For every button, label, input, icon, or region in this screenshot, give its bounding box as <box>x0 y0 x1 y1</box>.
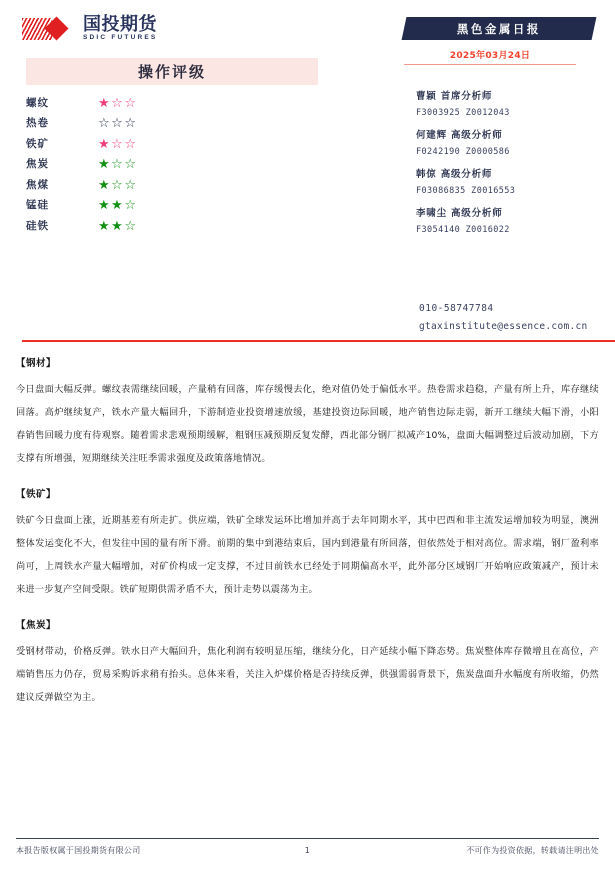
logo-wordmark <box>83 16 157 42</box>
rating-panel-title <box>26 58 318 85</box>
rating-row <box>26 154 318 175</box>
section-paragraph: 铁矿今日盘面上涨，近期基差有所走扩。供应端，铁矿全球发运环比增加并高于去年同期水平，其中巴西和非主流发运增加较为明显，澳洲整体发运变化不大，但发往中国的量有所下滑。前期的集中到港结束后，国内到港量有所回落，但依然处于相对高位。需求端，钢厂盈利率尚可，上周铁水产量大幅增加，对矿价构成一定支撑，不过目前铁水已经处于同期偏高水平，此外部分区域钢厂开始响应政策减产，预计未来进一步复产空间受限。铁矿短期供需矛盾不大，预计走势以震荡为主。 <box>16 515 599 595</box>
rating-table <box>26 92 318 236</box>
star-outline-icon: ☆ <box>111 176 125 192</box>
report-title-text: 黑色金属日报 <box>457 21 541 36</box>
star-filled-icon: ★ <box>98 94 112 110</box>
star-outline-icon: ☆ <box>98 115 112 131</box>
rating-stars <box>98 96 137 109</box>
company-logo <box>22 16 157 42</box>
star-filled-icon: ★ <box>98 176 112 192</box>
star-outline-icon: ☆ <box>124 197 138 213</box>
rating-stars <box>98 137 137 150</box>
contact-phone: 010-58747784 <box>419 303 494 314</box>
analyst-name: 曹颖 首席分析师 <box>416 91 493 102</box>
star-outline-icon: ☆ <box>111 94 125 110</box>
report-header <box>0 0 615 340</box>
report-date-underline <box>404 64 576 65</box>
rating-row <box>26 174 318 195</box>
stripes-diamond-logo-icon <box>22 17 78 41</box>
rating-stars <box>98 157 137 170</box>
star-outline-icon: ☆ <box>124 94 138 110</box>
report-date: 2025年03月24日 <box>449 51 531 61</box>
header-divider <box>22 340 615 342</box>
star-outline-icon: ☆ <box>111 156 125 172</box>
report-title-banner <box>402 17 597 40</box>
rating-stars <box>98 116 137 129</box>
rating-stars <box>98 178 137 191</box>
rating-commodity-label: 锰硅 <box>26 199 49 212</box>
rating-commodity-label: 硅铁 <box>26 219 49 232</box>
rating-row <box>26 215 318 236</box>
analyst-name: 韩倞 高级分析师 <box>416 169 493 180</box>
rating-commodity-label: 铁矿 <box>26 137 49 150</box>
star-filled-icon: ★ <box>111 217 125 233</box>
analyst-name: 李啸尘 高级分析师 <box>416 208 503 219</box>
star-outline-icon: ☆ <box>124 135 138 151</box>
star-outline-icon: ☆ <box>124 176 138 192</box>
rating-row <box>26 195 318 216</box>
star-outline-icon: ☆ <box>124 217 138 233</box>
analyst-name: 何建辉 高级分析师 <box>416 130 503 141</box>
footer-divider <box>16 838 599 839</box>
rating-stars <box>98 219 137 232</box>
report-section <box>16 355 599 470</box>
star-filled-icon: ★ <box>98 156 112 172</box>
star-outline-icon: ☆ <box>111 135 125 151</box>
footer-page-number: 1 <box>304 846 311 855</box>
contact-block <box>419 303 615 332</box>
rating-commodity-label: 螺纹 <box>26 96 49 109</box>
rating-stars <box>98 198 137 211</box>
rating-commodity-label: 焦煤 <box>26 178 49 191</box>
star-outline-icon: ☆ <box>111 115 125 131</box>
star-outline-icon: ☆ <box>124 115 138 131</box>
rating-row <box>26 113 318 134</box>
section-paragraph: 今日盘面大幅反弹。螺纹表需继续回暖，产量稍有回落，库存缓慢去化，绝对值仍处于偏低水平。热卷需求趋稳，产量有所上升，库存继续回落。高炉继续复产，铁水产量大幅回升，下游制造业投资增速放缓，基建投资边际回暖，地产销售边际走弱，新开工继续大幅下滑，小阳春销售回暖力度有待观察。随着需求悲观预期缓解，粗钢压减预期反复发酵，西北部分钢厂拟减产10%，盘面大幅调整过后波动加剧，下方支撑有所增强，短期继续关注旺季需求强度及政策落地情况。 <box>16 384 599 464</box>
analyst-license-code: F3054140 Z0016022 <box>416 225 510 235</box>
analyst-license-code: F03086835 Z0016553 <box>416 186 516 196</box>
report-section <box>16 617 599 709</box>
report-section <box>16 486 599 601</box>
star-filled-icon: ★ <box>98 197 112 213</box>
page-footer <box>16 845 599 856</box>
footer-disclaimer: 不可作为投资依据，转载请注明出处 <box>466 846 599 855</box>
star-outline-icon: ☆ <box>124 156 138 172</box>
rating-panel-title-text: 操作评级 <box>137 63 206 81</box>
section-heading: 【焦炭】 <box>16 620 57 631</box>
analyst-license-code: F0242190 Z0000586 <box>416 147 510 157</box>
star-filled-icon: ★ <box>111 197 125 213</box>
section-paragraph: 受钢材带动，价格反弹。铁水日产大幅回升，焦化利润有较明显压缩，继续分化，日产延续小幅下降态势。焦炭整体库存微增且在高位，产端销售压力仍存，贸易采购诉求稍有抬头。总体来看，关注入炉煤价格是否持续反弹，供强需弱背景下，焦炭盘面升水幅度有所收缩，仍然建议反弹做空为主。 <box>16 646 599 703</box>
star-filled-icon: ★ <box>98 135 112 151</box>
logo-name-cn: 国投期货 <box>83 14 157 35</box>
footer-copyright: 本报告版权属于国投期货有限公司 <box>16 846 141 855</box>
section-heading: 【钢材】 <box>16 358 57 369</box>
analyst-license-code: F3003925 Z0012043 <box>416 108 510 118</box>
rating-row <box>26 92 318 113</box>
star-filled-icon: ★ <box>98 217 112 233</box>
rating-commodity-label: 焦炭 <box>26 158 49 171</box>
rating-commodity-label: 热卷 <box>26 117 49 130</box>
logo-name-en: SDIC FUTURES <box>83 34 158 41</box>
report-body <box>16 355 599 725</box>
rating-row <box>26 133 318 154</box>
section-heading: 【铁矿】 <box>16 489 57 500</box>
analyst-list <box>416 88 615 244</box>
contact-email: gtaxinstitute@essence.com.cn <box>419 321 588 332</box>
